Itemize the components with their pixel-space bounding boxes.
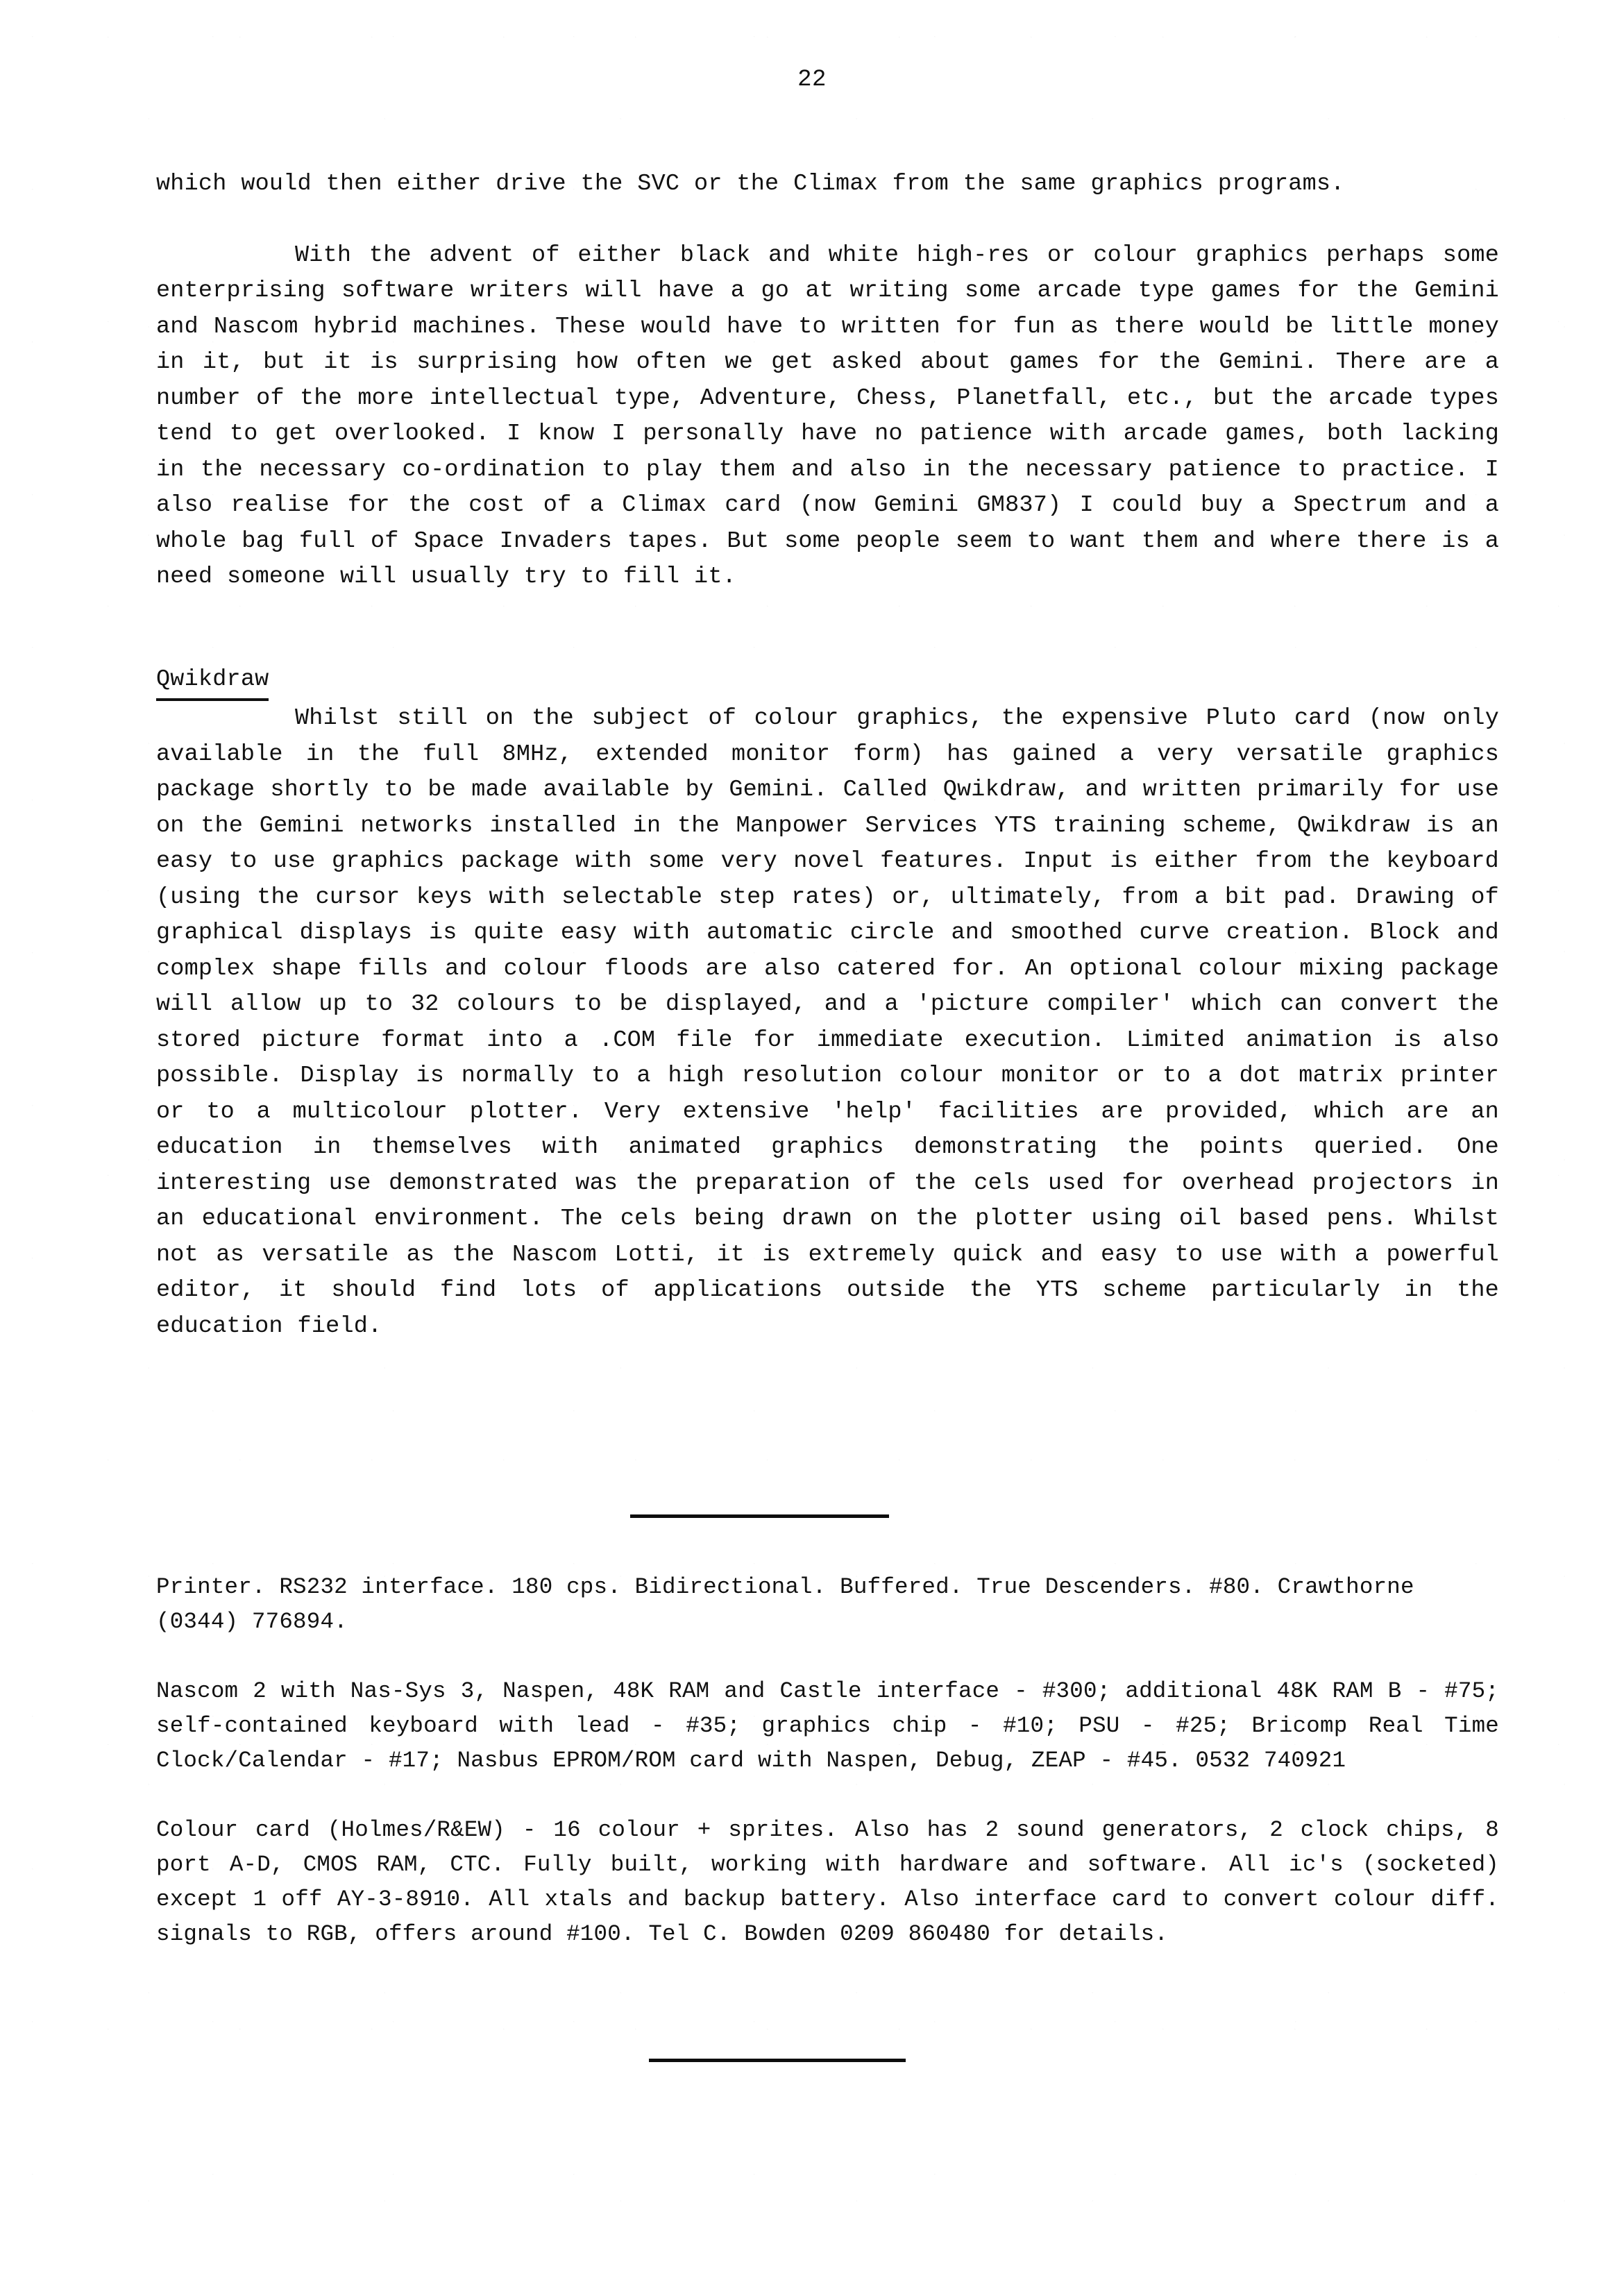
paragraph-continuation: which would then either drive the SVC or the Climax from the same graphics programs. bbox=[156, 171, 1345, 197]
paragraph-qwikdraw: Whilst still on the subject of colour graphics, the expensive Pluto card (now only available in the full 8MHz, extended monitor form) has gained a very versatile graphics package shortly to be made available by Gemini. Called Qwikdraw, and written primarily for use on the Gemini networks installed in the Manpower Services YTS training scheme, Qwikdraw is an easy to use graphics package with some very novel features. Input is either from the keyboard (using the cursor keys with selectable step rates) or, ultimately, from a bit pad. Drawing of graphical displays is quite easy with automatic circle and smoothed curve creation. Block and complex shape fills and colour floods are also catered for. An optional colour mixing package will allow up to 32 colours to be displayed, and a 'picture compiler' which can convert the stored picture format into a .COM file for immediate execution. Limited animation is also possible. Display is normally to a high resolution colour monitor or to a dot matrix printer or to a multicolour plotter. Very extensive 'help' facilities are provided, which are an education in themselves with animated graphics demonstrating the points queried. One interesting use demonstrated was the preparation of the cels used for overhead projectors in an educational environment. The cels being drawn on the plotter using oil based pens. Whilst not as versatile as the Nascom Lotti, it is extremely quick and easy to use with a powerful editor, it should find lots of applications outside the YTS scheme particularly in the education field. bbox=[156, 705, 1499, 1340]
classified-ad-nascom: Nascom 2 with Nas-Sys 3, Naspen, 48K RAM and Castle interface - #300; additional 48K RAM B - #75; self-contained keyboard with lead - #35; graphics chip - #10; PSU - #25; Bricomp Real Time Clock/Calendar - #17; Nasbus EPROM/ROM card with Naspen, Debug, ZEAP - #45. 0532 740921 bbox=[156, 1678, 1499, 1773]
paragraph-spacer bbox=[156, 203, 1499, 238]
section-heading-wrap bbox=[156, 662, 1499, 702]
section-spacer bbox=[156, 596, 1499, 662]
article-body bbox=[156, 167, 1499, 1344]
classified-ad-printer: Printer. RS232 interface. 180 cps. Bidirectional. Buffered. True Descenders. #80. Crawthorne (0344) 776894. bbox=[156, 1574, 1414, 1635]
section-heading-qwikdraw: Qwikdraw bbox=[156, 662, 269, 702]
section-divider-bottom bbox=[649, 2059, 906, 2062]
ad-spacer bbox=[156, 1639, 1499, 1674]
classified-ad-colour-card: Colour card (Holmes/R&EW) - 16 colour + sprites. Also has 2 sound generators, 2 clock chips, 8 port A-D, CMOS RAM, CTC. Fully built, working with hardware and software. All ic's (socketed) except 1 off AY-3-8910. All xtals and backup battery. Also interface card to convert colour diff. signals to RGB, offers around #100. Tel C. Bowden 0209 860480 for details. bbox=[156, 1817, 1499, 1947]
ad-spacer bbox=[156, 1778, 1499, 1813]
page-number: 22 bbox=[797, 67, 827, 93]
paragraph-arcade-games: With the advent of either black and white high-res or colour graphics perhaps some enterprising software writers will have a go at writing some arcade type games for the Gemini and Nascom hybrid machines. These would have to written for fun as there would be little money in it, but it is surprising how often we get asked about games for the Gemini. There are a number of the more intellectual type, Adventure, Chess, Planetfall, etc., but the arcade types tend to get overlooked. I know I personally have no patience with arcade games, both lacking in the necessary co-ordination to play them and also in the necessary patience to practice. I also realise for the cost of a Climax card (now Gemini GM837) I could buy a Spectrum and a whole bag full of Space Invaders tapes. But some people seem to want them and where there is a need someone will usually try to fill it. bbox=[156, 242, 1499, 590]
classified-ads bbox=[156, 1570, 1499, 1952]
section-divider-top bbox=[630, 1514, 889, 1518]
